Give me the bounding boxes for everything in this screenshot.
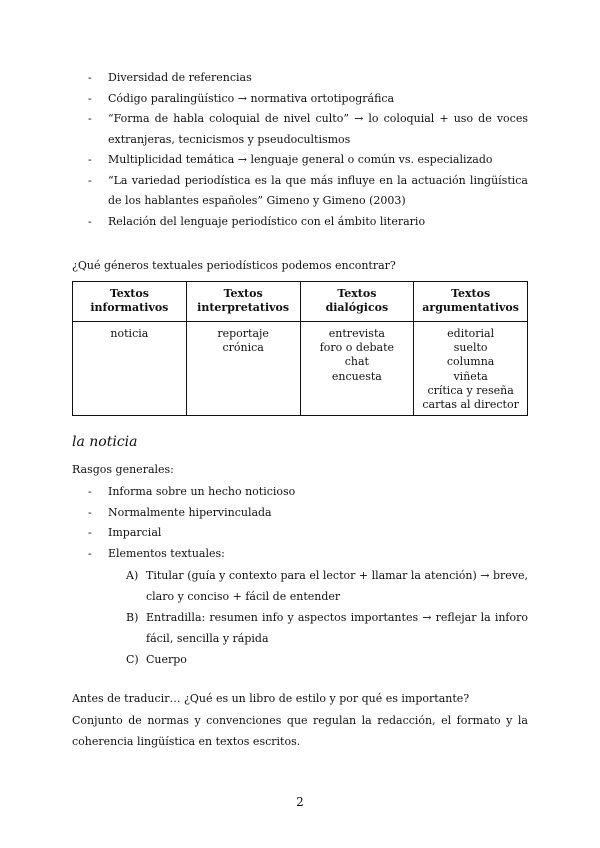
list-item: [126, 649, 528, 670]
list-item-text: Cuerpo: [146, 653, 187, 666]
list-item-text: “La variedad periodística es la que más influye en la actuación lingüística de los hablantes españoles” Gimeno y Gimeno (2003): [108, 173, 528, 207]
genre-entry: encuesta: [331, 369, 382, 383]
genre-entry: foro o debate: [319, 341, 395, 355]
list-item: [88, 171, 528, 212]
rasgos-list: [88, 482, 528, 564]
list-dash: -: [88, 214, 92, 228]
list-dash: -: [88, 71, 92, 84]
rasgos-label: Rasgos generales:: [72, 463, 174, 476]
genre-entry: editorial: [447, 327, 495, 340]
table-header-cell: Textos interpretativos: [186, 282, 300, 322]
list-letter: A): [126, 569, 139, 582]
list-item: [88, 544, 528, 565]
genre-entry: crítica y reseña: [427, 383, 514, 397]
table-header-cell: Textos dialógicos: [300, 282, 414, 322]
list-dash: -: [88, 505, 92, 519]
elementos-list: [126, 565, 528, 670]
list-dash: -: [88, 526, 92, 539]
genres-table: [72, 281, 528, 416]
genres-question: ¿Qué géneros textuales periodísticos podemos encontrar?: [72, 259, 396, 272]
table-header-row: [73, 282, 528, 322]
list-item-text: Normalmente hipervinculada: [108, 505, 272, 519]
table-header-cell: Textos argumentativos: [414, 282, 528, 322]
genre-entry: viñeta: [453, 369, 488, 383]
genre-entry: crónica: [222, 341, 264, 355]
list-item: [88, 523, 528, 544]
list-item: [88, 212, 528, 233]
list-item-text: “Forma de habla coloquial de nivel culto” → lo coloquial + uso de voces extranjeras, tecnicismos y pseudocultismos: [108, 112, 528, 146]
list-item: [88, 150, 528, 171]
page-number: 2: [296, 795, 304, 809]
list-dash: -: [88, 546, 92, 560]
list-item-text: Informa sobre un hecho noticioso: [108, 485, 296, 498]
list-item-text: Titular (guía y contexto para el lector + llamar la atención) → breve, claro y conciso + fácil de entender: [146, 569, 528, 603]
list-letter: C): [126, 653, 139, 666]
list-item-text: Relación del lenguaje periodístico con el ámbito literario: [108, 214, 426, 228]
features-list: [88, 68, 528, 232]
list-item-text: Imparcial: [108, 526, 162, 539]
list-dash: -: [88, 91, 92, 105]
section-title: la noticia: [72, 434, 138, 450]
table-cell-informativos: [73, 322, 187, 416]
list-item: [88, 482, 528, 503]
list-item: [88, 89, 528, 110]
genre-entry: noticia: [110, 327, 149, 340]
list-item: [88, 503, 528, 524]
style-guide-answer: Conjunto de normas y convenciones que regulan la redacción, el formato y la coherencia lingüística en textos escritos.: [72, 714, 528, 748]
list-item: [88, 68, 528, 89]
genre-entry: chat: [344, 355, 369, 369]
genre-entry: suelto: [453, 341, 488, 355]
genre-entry: entrevista: [328, 327, 385, 340]
list-item: [88, 109, 528, 150]
table-cell-argumentativos: [414, 322, 528, 416]
list-dash: -: [88, 485, 92, 498]
list-item: [126, 565, 528, 607]
genre-entry: columna: [446, 355, 495, 369]
list-item-text: Diversidad de referencias: [108, 71, 252, 84]
list-dash: -: [88, 112, 92, 125]
list-item-text: Código paralingüístico → normativa ortotipográfica: [108, 91, 395, 105]
table-cell-dialogicos: [300, 322, 414, 416]
style-guide-question: Antes de traducir… ¿Qué es un libro de estilo y por qué es importante?: [72, 692, 470, 705]
list-letter: B): [126, 611, 139, 624]
table-cell-interpretativos: [186, 322, 300, 416]
table-row: [73, 322, 528, 416]
list-item-text: Elementos textuales:: [108, 546, 225, 560]
list-item-text: Entradilla: resumen info y aspectos importantes → reflejar la inforo fácil, sencilla y rápida: [146, 611, 528, 645]
list-dash: -: [88, 173, 92, 187]
table-header-cell: Textos informativos: [73, 282, 187, 322]
list-item: [126, 607, 528, 649]
genre-entry: reportaje: [217, 327, 269, 340]
list-item-text: Multiplicidad temática → lenguaje general o común vs. especializado: [108, 153, 493, 166]
list-dash: -: [88, 153, 92, 166]
genre-entry: cartas al director: [422, 398, 519, 412]
